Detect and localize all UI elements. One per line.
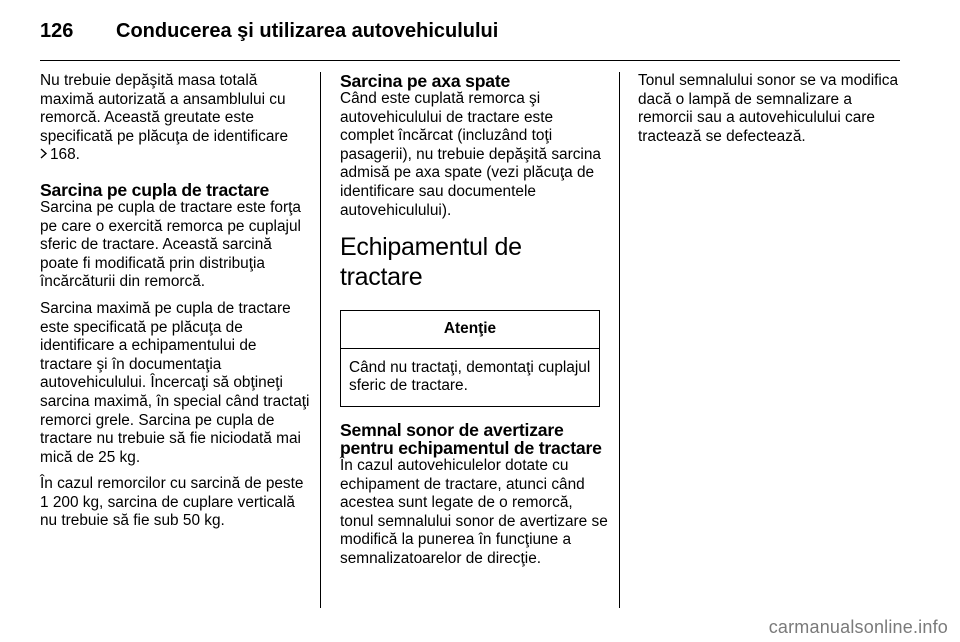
- tow-hitch-paragraph-1: Sarcina pe cupla de tractare este forţa pe care o exercită remorca pe cuplajul sferic de tractare. Această sarcină poate fi modificată prin distribuţia încărcăturii din remorcă.: [40, 198, 301, 291]
- column-divider-left: [320, 72, 321, 608]
- warning-title: Atenţie: [341, 311, 599, 349]
- section-heading-warning-tone: Semnal sonor de avertizare pentru echipamentul de tractare: [340, 419, 602, 458]
- warning-text: Când nu tractaţi, demontaţi cuplajul sferic de tractare.: [349, 358, 591, 395]
- lamp-failure-paragraph: Tonul semnalului sonor se va modifica dacă o lampă de semnalizare a remorcii sau a autovehiculului care tractează se defectează.: [638, 72, 899, 145]
- page-reference[interactable]: 168.: [50, 146, 80, 164]
- chapter-title: Conducerea şi utilizarea autovehiculului: [116, 20, 499, 42]
- section-heading-towing-equipment: Echipamentul de tractare: [340, 233, 522, 292]
- section-heading-tow-hitch-load: Sarcina pe cupla de tractare: [40, 179, 270, 200]
- tow-hitch-paragraph-3: În cazul remorcilor cu sarcină de peste 1 200 kg, sarcina de cuplare verticală nu trebuie să fie sub 50 kg.: [40, 475, 304, 530]
- column-right: [638, 72, 900, 154]
- page-number: 126: [40, 20, 74, 42]
- intro-paragraph: Nu trebuie depăşită masa totală maximă autorizată a ansamblului cu remorcă. Această greutate este specificată pe plăcuţa de identificare 168.: [40, 72, 289, 164]
- column-middle: [340, 72, 608, 577]
- warning-tone-paragraph: În cazul autovehiculelor dotate cu echipament de tractare, atunci când acestea sunt legate de o remorcă, tonul semnalului sonor de avertizare se modifică la punerea în funcţiune a semnalizatoarelor de direcţie.: [340, 456, 608, 567]
- rear-axle-paragraph: Când este cuplată remorca şi autovehiculului de tractare este complet încărcat (incluzând toţi pasagerii), nu trebuie depăşită sarcina admisă pe axa spate (vezi plăcuţa de identificare sau documentele autovehiculului).: [340, 90, 601, 219]
- warning-box: [340, 310, 600, 407]
- column-left: [40, 72, 310, 539]
- page-ref-arrow-icon: [40, 146, 50, 165]
- tow-hitch-paragraph-2: Sarcina maximă pe cupla de tractare este specificată pe plăcuţa de identificare a echipamentului de tractare şi în documentaţia autovehiculului. Încercaţi să obţineţi sarcina maximă, în special când tractaţi remorci grele. Sarcina pe cupla de tractare nu trebuie să fie niciodată mai mică de 25 kg.: [40, 299, 310, 466]
- page-header: [40, 16, 900, 61]
- column-divider-right: [619, 72, 620, 608]
- section-heading-rear-axle-load: Sarcina pe axa spate: [340, 71, 511, 91]
- watermark: carmanualsonline.info: [768, 617, 948, 637]
